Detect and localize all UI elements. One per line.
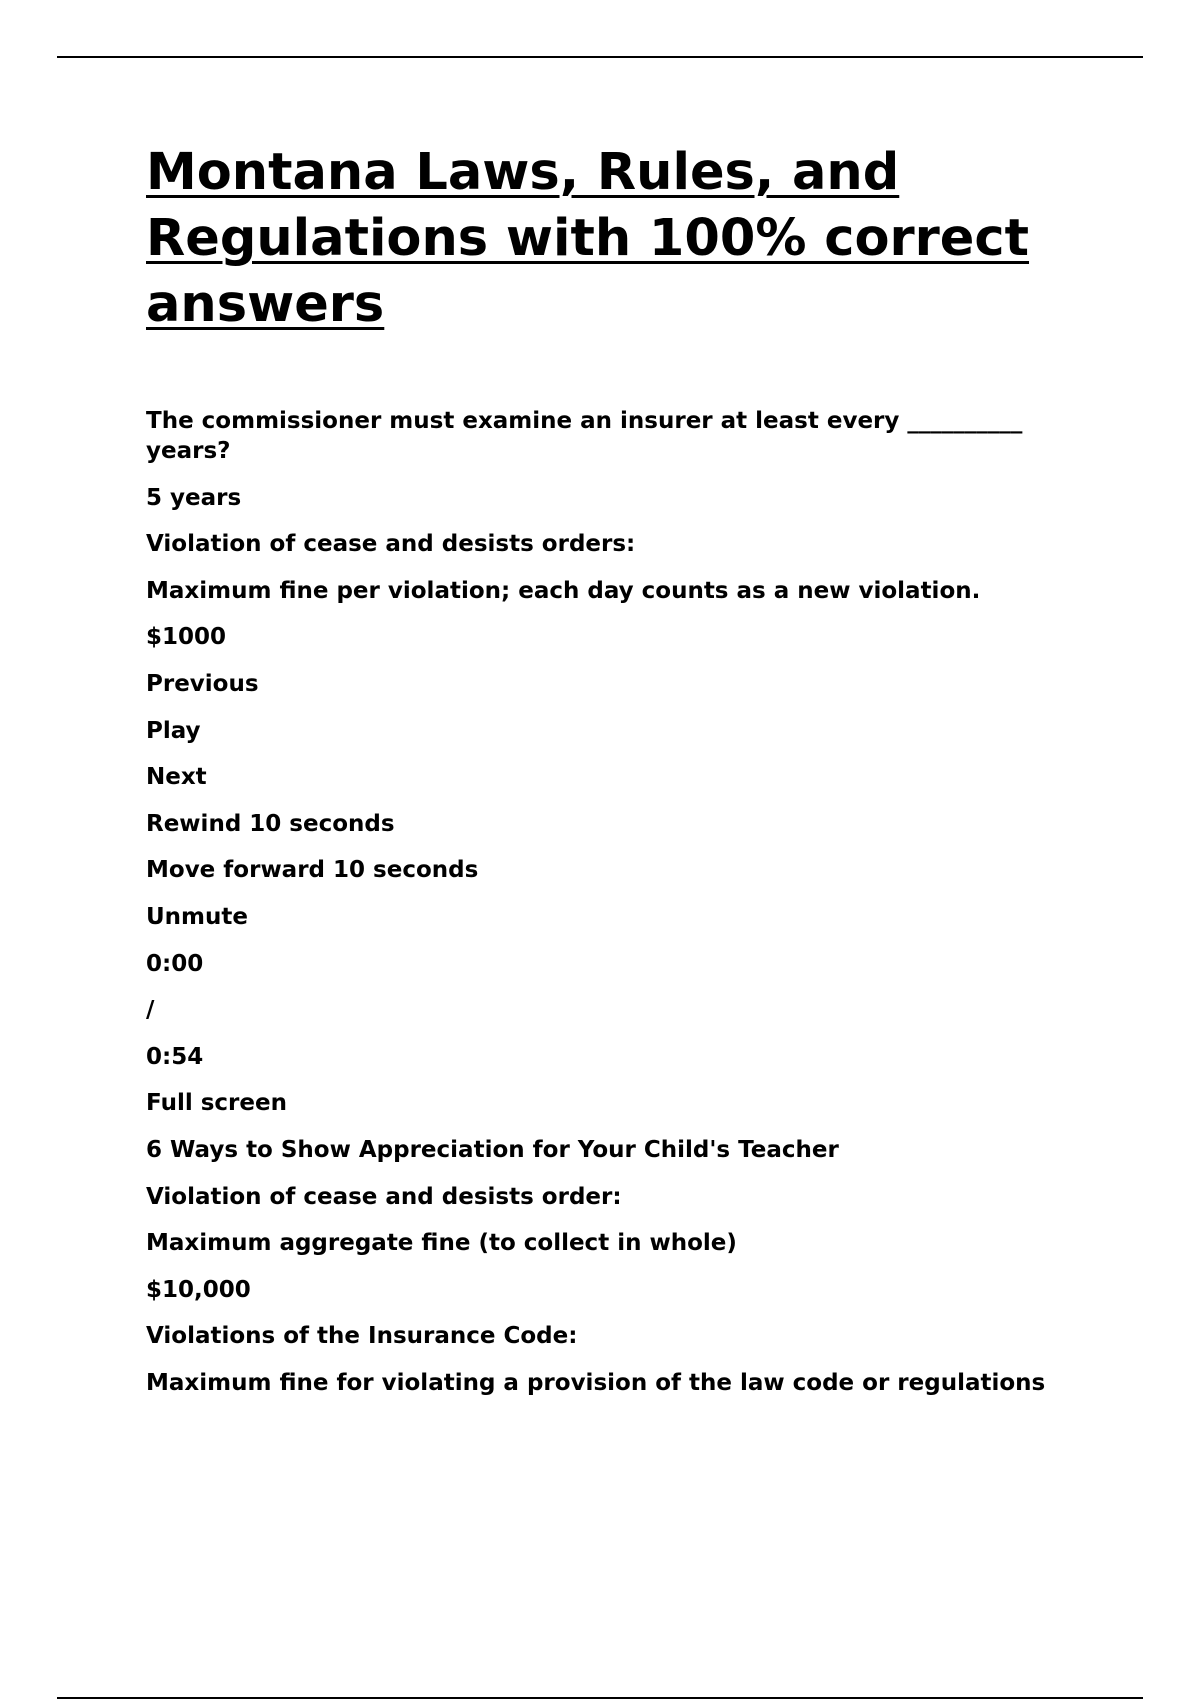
document-body xyxy=(146,140,1086,1414)
question-max-fine-per-violation: Maximum fine per violation; each day counts as a new violation. xyxy=(146,577,981,604)
question-cease-desist-order: Violation of cease and desists order: xyxy=(146,1183,622,1210)
answer-max-aggregate-fine: $10,000 xyxy=(146,1276,251,1303)
bottom-rule xyxy=(57,1697,1143,1699)
question-max-aggregate-fine: Maximum aggregate fine (to collect in whole) xyxy=(146,1230,737,1257)
player-unmute-label: Unmute xyxy=(146,903,248,930)
question-cease-desist-orders: Violation of cease and desists orders: xyxy=(146,531,636,558)
question-exam-frequency: The commissioner must examine an insurer at least every __________ years? xyxy=(146,408,1023,464)
document-title: Montana Laws, Rules, and Regulations with 100% correct answers xyxy=(146,143,1030,334)
answer-exam-frequency: 5 years xyxy=(146,484,242,511)
player-time-separator: / xyxy=(146,997,155,1024)
player-previous-label: Previous xyxy=(146,670,259,697)
question-max-fine-provision: Maximum fine for violating a provision of the law code or regulations xyxy=(146,1369,1046,1396)
answer-max-fine-per-violation: $1000 xyxy=(146,624,227,651)
player-fullscreen-label: Full screen xyxy=(146,1090,287,1117)
question-insurance-code-violations: Violations of the Insurance Code: xyxy=(146,1323,578,1350)
player-current-time: 0:00 xyxy=(146,950,204,977)
player-next-label: Next xyxy=(146,764,207,791)
player-duration: 0:54 xyxy=(146,1043,204,1070)
top-rule xyxy=(57,56,1143,58)
player-play-label: Play xyxy=(146,717,201,744)
question-answer-list xyxy=(146,406,1086,1398)
player-forward-label: Move forward 10 seconds xyxy=(146,857,479,884)
embedded-article-title: 6 Ways to Show Appreciation for Your Child's Teacher xyxy=(146,1136,839,1163)
player-rewind-label: Rewind 10 seconds xyxy=(146,810,395,837)
